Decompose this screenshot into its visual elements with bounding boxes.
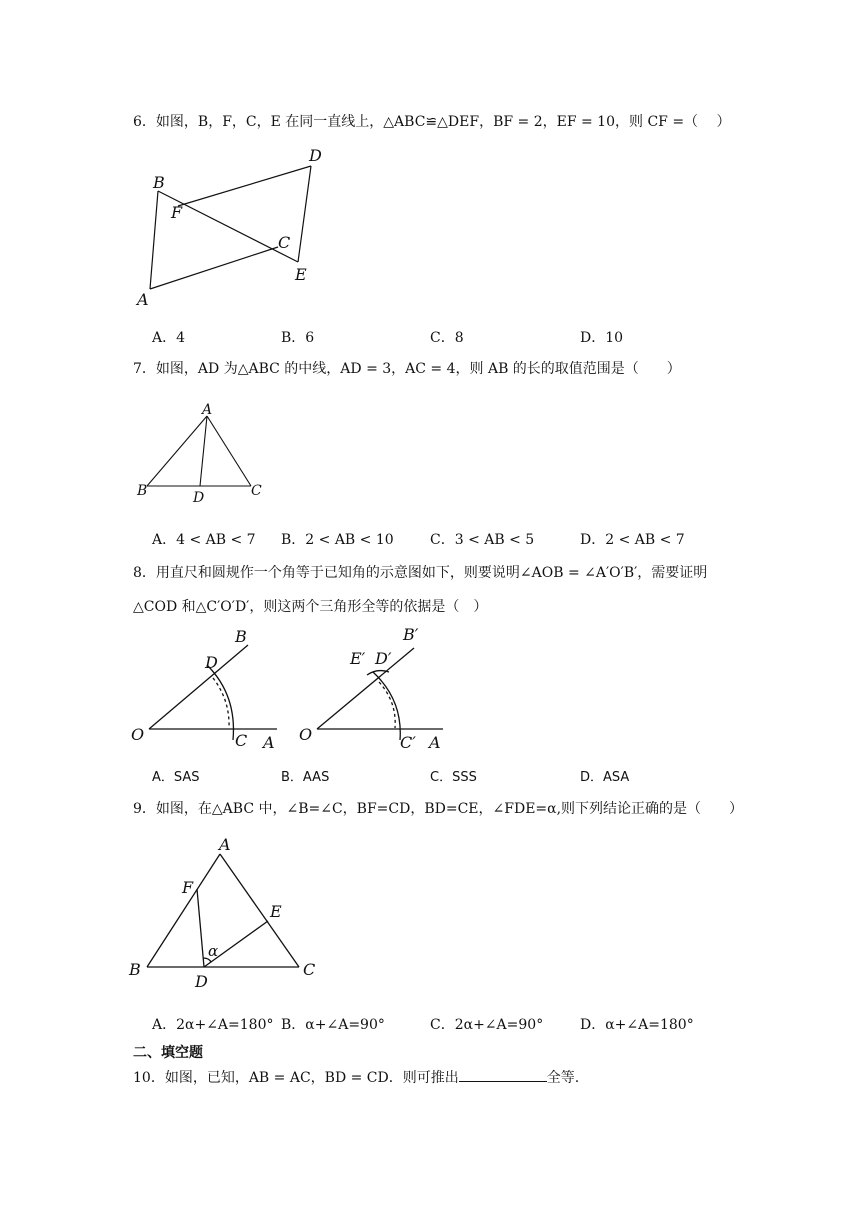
q9-option-b[interactable]: B．α+∠A=90° [281,1017,385,1033]
q8-option-c[interactable]: C．SSS [430,770,477,785]
label-B: B [129,960,141,979]
label-D: D [205,653,218,672]
figure-q8 [125,620,465,750]
question-7-text: 7．如图，AD 为△ABC 的中线，AD = 3，AC = 4，则 AB 的长的取值范围是（ ） [133,361,681,377]
label-D-prime: D′ [375,649,392,668]
q7-option-c[interactable]: C．3 < AB < 5 [430,532,535,548]
label-D: D [193,490,205,506]
q8-option-d[interactable]: D．ASA [580,770,630,785]
figure-q9 [125,832,325,992]
label-C: C [278,233,291,252]
label-B-prime: B′ [403,625,419,644]
label-F: F [171,203,183,222]
question-6-text: 6．如图，B，F，C，E 在同一直线上，△ABC≌△DEF，BF = 2，EF = 10，则 CF =（ ） [133,114,731,130]
label-D: D [195,972,208,991]
label-A: A [263,733,275,750]
q9-option-d[interactable]: D．α+∠A=180° [580,1017,694,1033]
q9-option-c[interactable]: C．2α+∠A=90° [430,1017,544,1033]
question-10-prefix: 10．如图，已知，AB = AC，BD = CD．则可推出 [133,1070,459,1086]
q6-option-b[interactable]: B．6 [281,330,315,346]
label-O-prime: O [299,725,313,744]
label-B: B [137,483,148,499]
question-10-text [133,1067,579,1088]
label-B: B [235,627,247,646]
question-9-text: 9．如图，在△ABC 中，∠B=∠C，BF=CD，BD=CE，∠FDE=α,则下列结论正确的是（ ） [133,801,744,817]
label-E-prime: E′ [350,649,366,668]
label-C-prime: C′ [400,733,416,750]
q8-option-b[interactable]: B．AAS [281,770,330,785]
label-alpha: α [208,942,219,960]
label-A: A [202,402,213,418]
question-8-text-line1: 8．用直尺和圆规作一个角等于已知角的示意图如下，则要说明∠AOB = ∠A′O′B′，需要证明 [133,565,708,581]
section-title-fill-in: 二、填空题 [133,1045,203,1061]
label-A: A [219,835,231,854]
label-E: E [295,265,307,284]
figure-q7 [133,398,273,508]
q6-option-d[interactable]: D．10 [580,330,624,346]
question-10-suffix: 全等. [546,1070,580,1086]
q9-option-a[interactable]: A．2α+∠A=180° [152,1017,274,1033]
label-C: C [251,483,262,499]
q7-option-d[interactable]: D．2 < AB < 7 [580,532,685,548]
q7-option-b[interactable]: B．2 < AB < 10 [281,532,394,548]
label-D: D [309,146,322,165]
question-8-text-line2: △COD 和△C′O′D′，则这两个三角形全等的依据是（ ） [133,599,488,615]
label-C: C [303,960,316,979]
label-C: C [235,731,248,750]
label-A-right: A [429,733,441,750]
answer-blank[interactable] [459,1067,547,1082]
figure-q6 [133,142,333,312]
q8-option-a[interactable]: A．SAS [152,770,200,785]
label-E: E [270,902,282,921]
q6-option-c[interactable]: C．8 [430,330,464,346]
q7-option-a[interactable]: A．4 < AB < 7 [152,532,256,548]
label-O: O [131,725,145,744]
label-F: F [182,878,194,897]
label-A: A [137,290,149,309]
q6-option-a[interactable]: A．4 [152,330,186,346]
label-B: B [153,173,165,192]
